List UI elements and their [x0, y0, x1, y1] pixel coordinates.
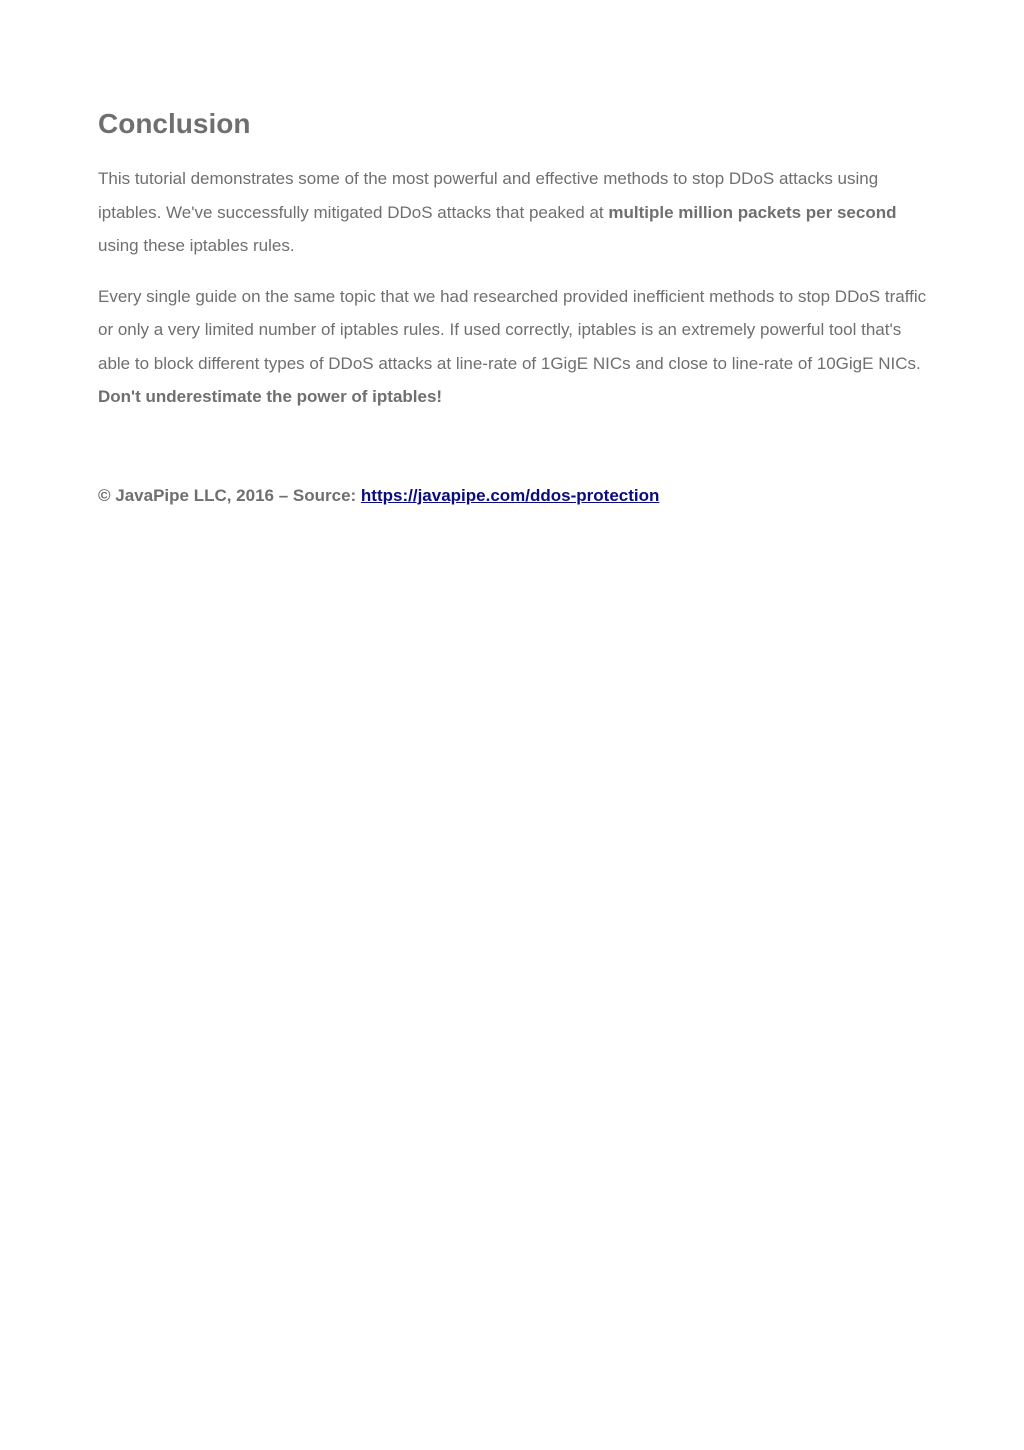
- paragraph-1-bold: multiple million packets per second: [608, 202, 897, 222]
- footer-copyright: © JavaPipe LLC, 2016 – Source:: [98, 485, 361, 505]
- paragraph-2-bold: Don't underestimate the power of iptables!: [98, 387, 443, 406]
- paragraph-1: [98, 162, 934, 263]
- paragraph-1-text-end: using these iptables rules.: [98, 236, 295, 255]
- document-page: [98, 104, 934, 508]
- source-link[interactable]: https://javapipe.com/ddos-protection: [360, 485, 660, 505]
- paragraph-2: [98, 280, 934, 414]
- footer-source: [98, 484, 934, 508]
- paragraph-1-text: This tutorial demonstrates some of the most powerful and effective methods to stop DDoS attacks using iptables. We've successfully mitigated DDoS attacks that peaked at: [98, 169, 879, 222]
- page-title: Conclusion: [98, 108, 251, 139]
- paragraph-2-text: Every single guide on the same topic that we had researched provided inefficient methods to stop DDoS traffic or only a very limited number of iptables rules. If used correctly, iptables is an extremely powerful tool that's able to block different types of DDoS attacks at line-rate of 1GigE NICs and close to line-rate of 10GigE NICs.: [98, 286, 927, 373]
